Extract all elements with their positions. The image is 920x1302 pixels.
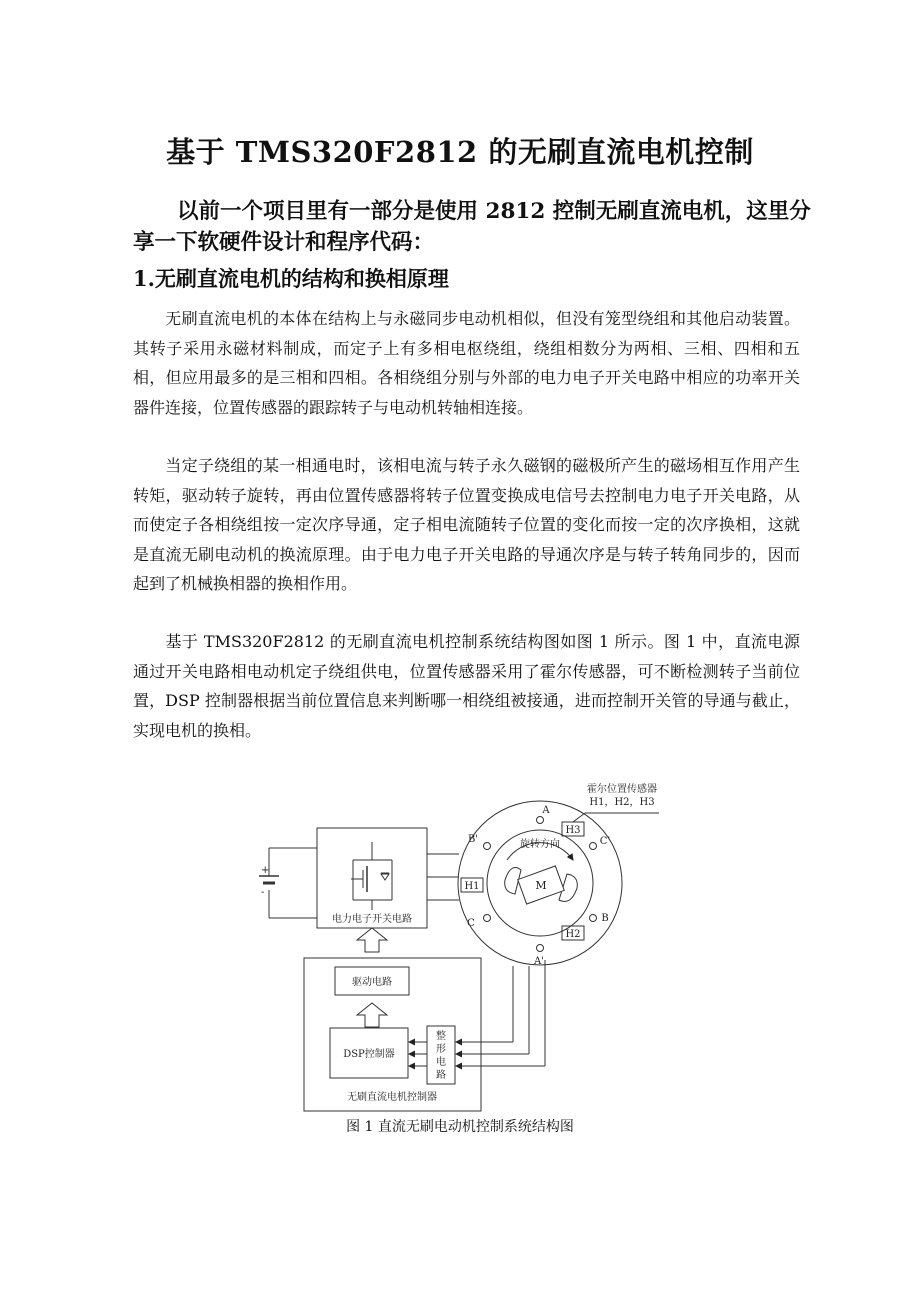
- shaping-char-2: 形: [436, 1044, 446, 1055]
- shaping-char-4: 路: [436, 1070, 446, 1081]
- hall-sensor-label: 霍尔位置传感器: [587, 784, 657, 795]
- hall-sensor-list: H1，H2，H3: [589, 797, 655, 808]
- bldc-system-diagram: [255, 780, 675, 1120]
- controller-label: 无刷直流电机控制器: [347, 1092, 437, 1103]
- rotation-label: 旋转方向: [520, 839, 560, 850]
- paragraph-2-text: 当定子绕组的某一相通电时，该相电流与转子永久磁钢的磁极所产生的磁场相互作用产生转矩，驱动转子旋转，再由位置传感器将转子位置变换成电信号去控制电力电子开关电路，从而使定子各相绕组按一定次序导通，定子相电流随转子位置的变化而按一定的次序换相，这就是直流无刷电动机的换流原理。由于电力电子开关电路的导通次序是与转子转角同步的，因而起到了机械换相器的换相作用。: [133, 456, 800, 593]
- pole-b-prime: B': [467, 834, 479, 845]
- page-title: 基于 TMS320F2812 的无刷直流电机控制: [166, 135, 754, 169]
- intro-paragraph: [133, 196, 813, 258]
- section-heading: 1.无刷直流电机的结构和换相原理: [133, 266, 449, 291]
- controller-box: [304, 958, 481, 1111]
- pole-b: B: [601, 913, 609, 924]
- paragraph-3: [133, 627, 800, 745]
- pole-a-prime: A': [534, 956, 544, 967]
- sensor-h2-label: H2: [565, 929, 581, 940]
- paragraph-1-text: 无刷直流电机的本体在结构上与永磁同步电动机相似，但没有笼型绕组和其他启动装置。其转子采用永磁材料制成，而定子上有多相电枢绕组，绕组相数分为两相、三相、四相和五相，但应用最多的是三相和四相。各相绕组分别与外部的电力电子开关电路中相应的功率开关器件连接，位置传感器的跟踪转子与电动机转轴相连接。: [133, 309, 800, 417]
- shaping-char-1: 整: [436, 1031, 446, 1042]
- paragraph-1: [133, 304, 800, 422]
- figure-caption: 图 1 直流无刷电动机控制系统结构图: [346, 1119, 574, 1135]
- drive-circuit-label: 驱动电路: [352, 977, 392, 988]
- sensor-h3-label: H3: [565, 825, 581, 836]
- intro-text: 以前一个项目里有一部分是使用 2812 控制无刷直流电机，这里分享一下软硬件设计和程序代码：: [133, 199, 811, 255]
- paragraph-3-text: 基于 TMS320F2812 的无刷直流电机控制系统结构图如图 1 所示。图 1 中，直流电源通过开关电路相电动机定子绕组供电，位置传感器采用了霍尔传感器，可不断检测转子当前位置，DSP 控制器根据当前位置信息来判断哪一相绕组被接通，进而控制开关管的导通与截止，实现电机的换相。: [133, 632, 800, 740]
- mosfet-icon: [351, 842, 392, 910]
- pole-a: A: [542, 805, 550, 816]
- motor-label: M: [535, 879, 547, 892]
- battery-minus: -: [261, 887, 265, 898]
- switch-circuit-label: 电力电子开关电路: [332, 914, 412, 925]
- pole-c-prime: C': [599, 836, 611, 847]
- battery-icon: [259, 848, 317, 918]
- shaping-char-3: 电: [436, 1057, 446, 1068]
- sensor-h1-label: H1: [464, 881, 480, 892]
- battery-plus: +: [261, 865, 270, 876]
- paragraph-2: [133, 451, 800, 599]
- pole-c: C: [467, 918, 475, 929]
- dsp-label: DSP控制器: [343, 1049, 395, 1060]
